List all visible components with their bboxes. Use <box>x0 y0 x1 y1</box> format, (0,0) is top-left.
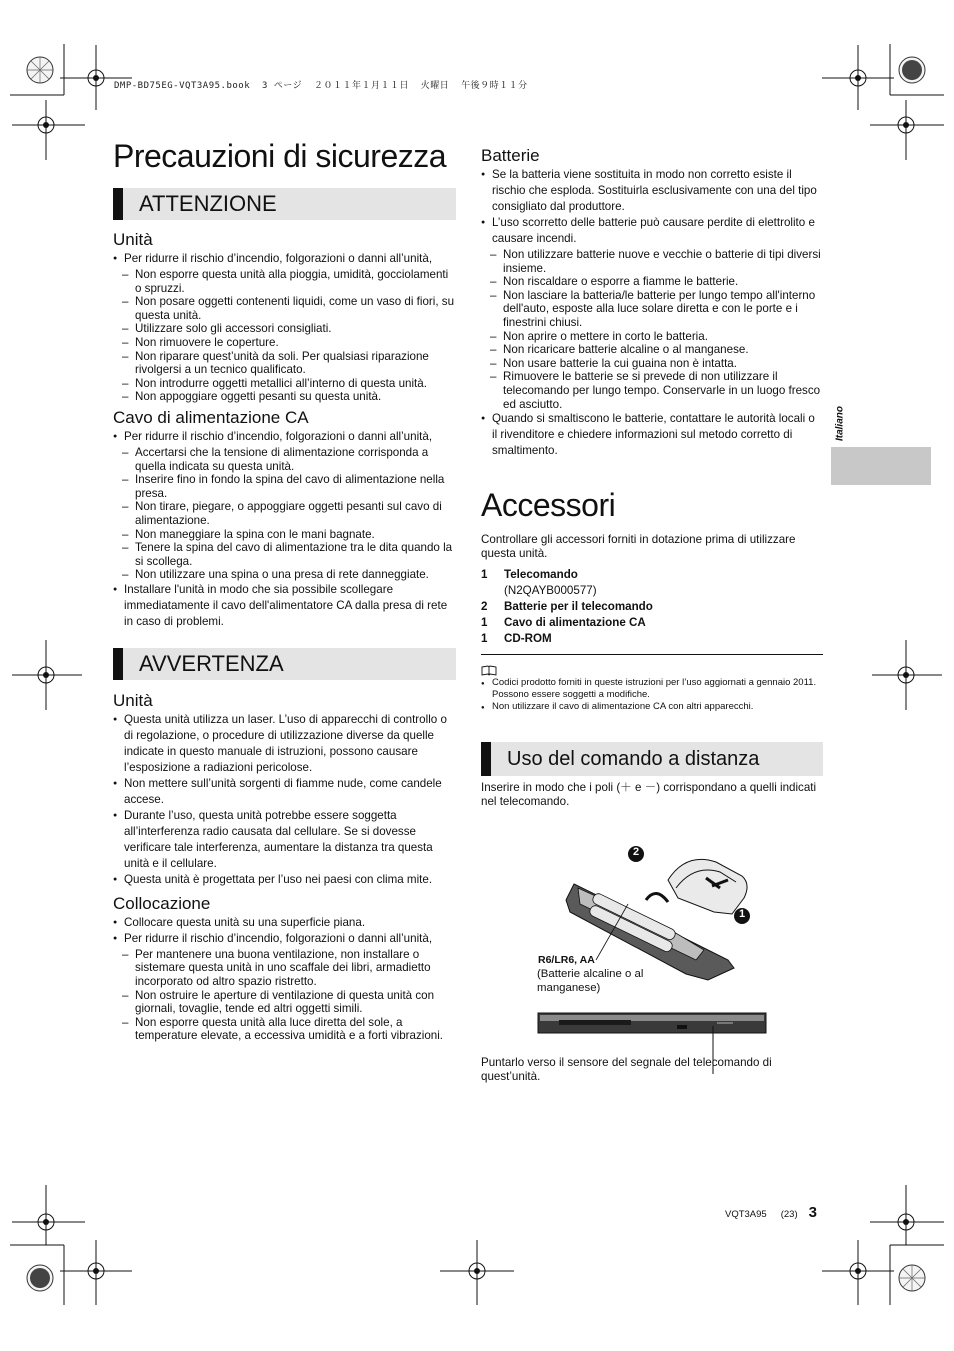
dash-item: – Non usare batterie la cui guaina non è intatta. <box>481 357 823 371</box>
step-1-label: 1 <box>738 908 746 920</box>
side-tab-label: Italiano <box>834 406 846 442</box>
list-item <box>481 599 823 615</box>
dash-list <box>481 248 823 411</box>
dash-item: – Non posare oggetti contenenti liquidi, come un vaso di fiori, su questa unità. <box>113 295 456 322</box>
dash-item: – Non riparare quest’unità da soli. Per qualsiasi riparazione rivolgersi a un tecnico qualificato. <box>113 350 456 377</box>
bullet-item: ● Non mettere sull’unità sorgenti di fiamme nude, come candele accese. <box>113 776 456 808</box>
dash-list <box>113 948 456 1043</box>
pointing-text: Puntarlo verso il sensore del segnale del telecomando di quest’unità. <box>481 1056 772 1083</box>
dash-item: – Non aprire o mettere in corto le batteria. <box>481 330 823 344</box>
subheading-batterie: Batterie <box>481 146 540 165</box>
left-column <box>113 138 456 1043</box>
bullet-item: ● Questa unità utilizza un laser. L’uso di apparecchi di controllo o di regolazione, o procedure di utilizzazione diverse da quelle indicate in questo manuale di istruzioni, possono causare l’esposizione a radiazioni pericolose. <box>113 712 456 776</box>
section-bar-avvertenza <box>113 648 456 680</box>
bullet-list <box>113 251 456 267</box>
list-item <box>481 631 823 647</box>
subheading-unita: Unità <box>113 690 153 710</box>
bullet-item: ● L’uso scorretto delle batterie può causare perdite di elettrolito e causare incendi. <box>481 215 823 247</box>
bullet-item: ● Collocare questa unità su una superficie piana. <box>113 915 456 931</box>
bullet-list <box>481 411 823 459</box>
uso-intro: Inserire in modo che i poli (＋ e －) corrispondano a quelli indicati nel telecomando. <box>481 781 817 809</box>
item-qty: 1 <box>481 568 488 582</box>
dash-item: – Non utilizzare batterie nuove e vecchie o batterie di tipi diversi insieme. <box>481 248 823 275</box>
dash-item: – Non esporre questa unità alla luce diretta del sole, a temperature elevate, a eccessiva umidità e a forti vibrazioni. <box>113 1016 456 1043</box>
dash-item: – Non utilizzare una spina o una presa di rete danneggiate. <box>113 568 456 582</box>
item-qty: 2 <box>481 600 488 614</box>
book-icon <box>481 663 823 675</box>
dash-item: – Inserire fino in fondo la spina del cavo di alimentazione nella presa. <box>113 473 456 500</box>
dash-item: – Rimuovere le batterie se si prevede di non utilizzare il telecomando per lungo tempo. Conservarle in un luogo fresco ed asciutto. <box>481 370 823 411</box>
side-tab <box>831 447 931 485</box>
dash-item: – Non rimuovere le coperture. <box>113 336 456 350</box>
divider <box>481 654 823 655</box>
section-heading: ATTENZIONE <box>139 191 277 216</box>
dash-item: – Non ostruire le aperture di ventilazione di questa unità con giornali, tovaglie, tende ed altri oggetti simili. <box>113 989 456 1016</box>
note-item: ● Codici prodotto forniti in queste istruzioni per l’uso aggiornati a gennaio 2011. Possono essere soggetti a modifiche. <box>481 677 823 701</box>
item-name: Cavo di alimentazione CA <box>504 616 646 630</box>
note-item: ● Non utilizzare il cavo di alimentazione CA con altri apparecchi. <box>481 701 823 713</box>
section-bar-attenzione <box>113 188 456 220</box>
dash-item: – Accertarsi che la tensione di alimentazione corrisponda a quella indicata su questa unità. <box>113 446 456 473</box>
item-qty: 1 <box>481 616 488 630</box>
subheading-unita: Unità <box>113 230 153 249</box>
accessori-title: Accessori <box>481 487 616 524</box>
bullet-item: ● Se la batteria viene sostituita in modo non corretto esiste il rischio che esploda. Sostituirla esclusivamente con una del tipo consigliato dal produttore. <box>481 167 823 215</box>
dash-list <box>113 268 456 404</box>
battery-type-label: R6/LR6, AA <box>538 954 595 966</box>
bullet-item: ● Quando si smaltiscono le batterie, contattare le autorità locali o il rivenditore e chiedere informazioni sul metodo corretto di smaltimento. <box>481 411 823 459</box>
dash-item: – Tenere la spina del cavo di alimentazione tra le dita quando la si scollega. <box>113 541 456 568</box>
page-title: Precauzioni di sicurezza <box>113 138 447 174</box>
right-column <box>481 145 823 809</box>
footer <box>725 1204 817 1221</box>
bullet-item: ● Per ridurre il rischio d’incendio, folgorazioni o danni all’unità, <box>113 429 456 445</box>
item-name: Telecomando <box>504 568 578 582</box>
dash-item: – Non lasciare la batteria/le batterie per lungo tempo all'interno dell'auto, esposte alla luce solare diretta e con le porte e i finestrini chiusi. <box>481 289 823 330</box>
doc-code: VQT3A95 <box>725 1209 767 1220</box>
bullet-item: ● Installare l'unità in modo che sia possibile scollegare immediatamente il cavo dell'alimentatore CA dalla presa di rete in caso di problemi. <box>113 582 456 630</box>
section-heading: Uso del comando a distanza <box>507 748 760 771</box>
accessori-intro: Controllare gli accessori forniti in dotazione prima di utilizzare questa unità. <box>481 533 796 561</box>
item-name: Batterie per il telecomando <box>504 600 653 614</box>
subheading-collocazione: Collocazione <box>113 893 211 913</box>
bullet-item: ● Per ridurre il rischio d’incendio, folgorazioni o danni all’unità, <box>113 931 456 947</box>
dash-item: – Non ricaricare batterie alcaline o al manganese. <box>481 343 823 357</box>
dash-item: – Non maneggiare la spina con le mani bagnate. <box>113 528 456 542</box>
bullet-list <box>481 167 823 247</box>
dash-item: – Non introdurre oggetti metallici all’interno di questa unità. <box>113 377 456 391</box>
bullet-list <box>113 429 456 445</box>
bullet-list <box>113 712 456 888</box>
bullet-list <box>113 915 456 947</box>
dash-item: – Per mantenere una buona ventilazione, non installare o sistemare questa unità in uno scaffale dei libri, armadietto incorporato od altro spazio ristretto. <box>113 948 456 989</box>
subheading-cavo: Cavo di alimentazione CA <box>113 407 309 427</box>
accessori-list <box>481 567 823 647</box>
page-number: 3 <box>808 1204 817 1221</box>
list-item <box>481 567 823 583</box>
dash-item: – Utilizzare solo gli accessori consigliati. <box>113 322 456 336</box>
dash-item: – Non appoggiare oggetti pesanti su questa unità. <box>113 390 456 404</box>
bullet-item: ● Per ridurre il rischio d’incendio, folgorazioni o danni all’unità, <box>113 251 456 267</box>
bullet-list <box>113 582 456 630</box>
battery-type-desc: (Batterie alcaline o al manganese) <box>537 968 644 994</box>
print-info: DMP-BD75EG-VQT3A95.book 3 ページ ２０１１年１月１１日 火曜日 午後９時１１分 <box>114 81 528 91</box>
notes-list <box>481 677 823 713</box>
bullet-item: ● Questa unità è progettata per l’uso nei paesi con clima mite. <box>113 872 456 888</box>
dash-item: – Non tirare, piegare, o appoggiare oggetti pesanti sul cavo di alimentazione. <box>113 500 456 527</box>
dash-item: – Non riscaldare o esporre a fiamme le batterie. <box>481 275 823 289</box>
item-code: (N2QAYB000577) <box>504 584 597 598</box>
bullet-item: ● Durante l’uso, questa unità potrebbe essere soggetta all’interferenza radio causata dal cellulare. Se si dovesse verificare tale interferenza, aumentare la distanza tra questa unità e il cellulare. <box>113 808 456 872</box>
dash-item: – Non esporre questa unità alla pioggia, umidità, gocciolamenti o spruzzi. <box>113 268 456 295</box>
list-item <box>481 615 823 631</box>
item-qty: 1 <box>481 632 488 646</box>
section-bar-uso <box>481 742 823 776</box>
sub-page-number: (23) <box>780 1209 798 1220</box>
step-2-label: 2 <box>632 846 640 858</box>
section-heading: AVVERTENZA <box>139 650 284 676</box>
dash-list <box>113 446 456 582</box>
item-name: CD-ROM <box>504 632 552 646</box>
